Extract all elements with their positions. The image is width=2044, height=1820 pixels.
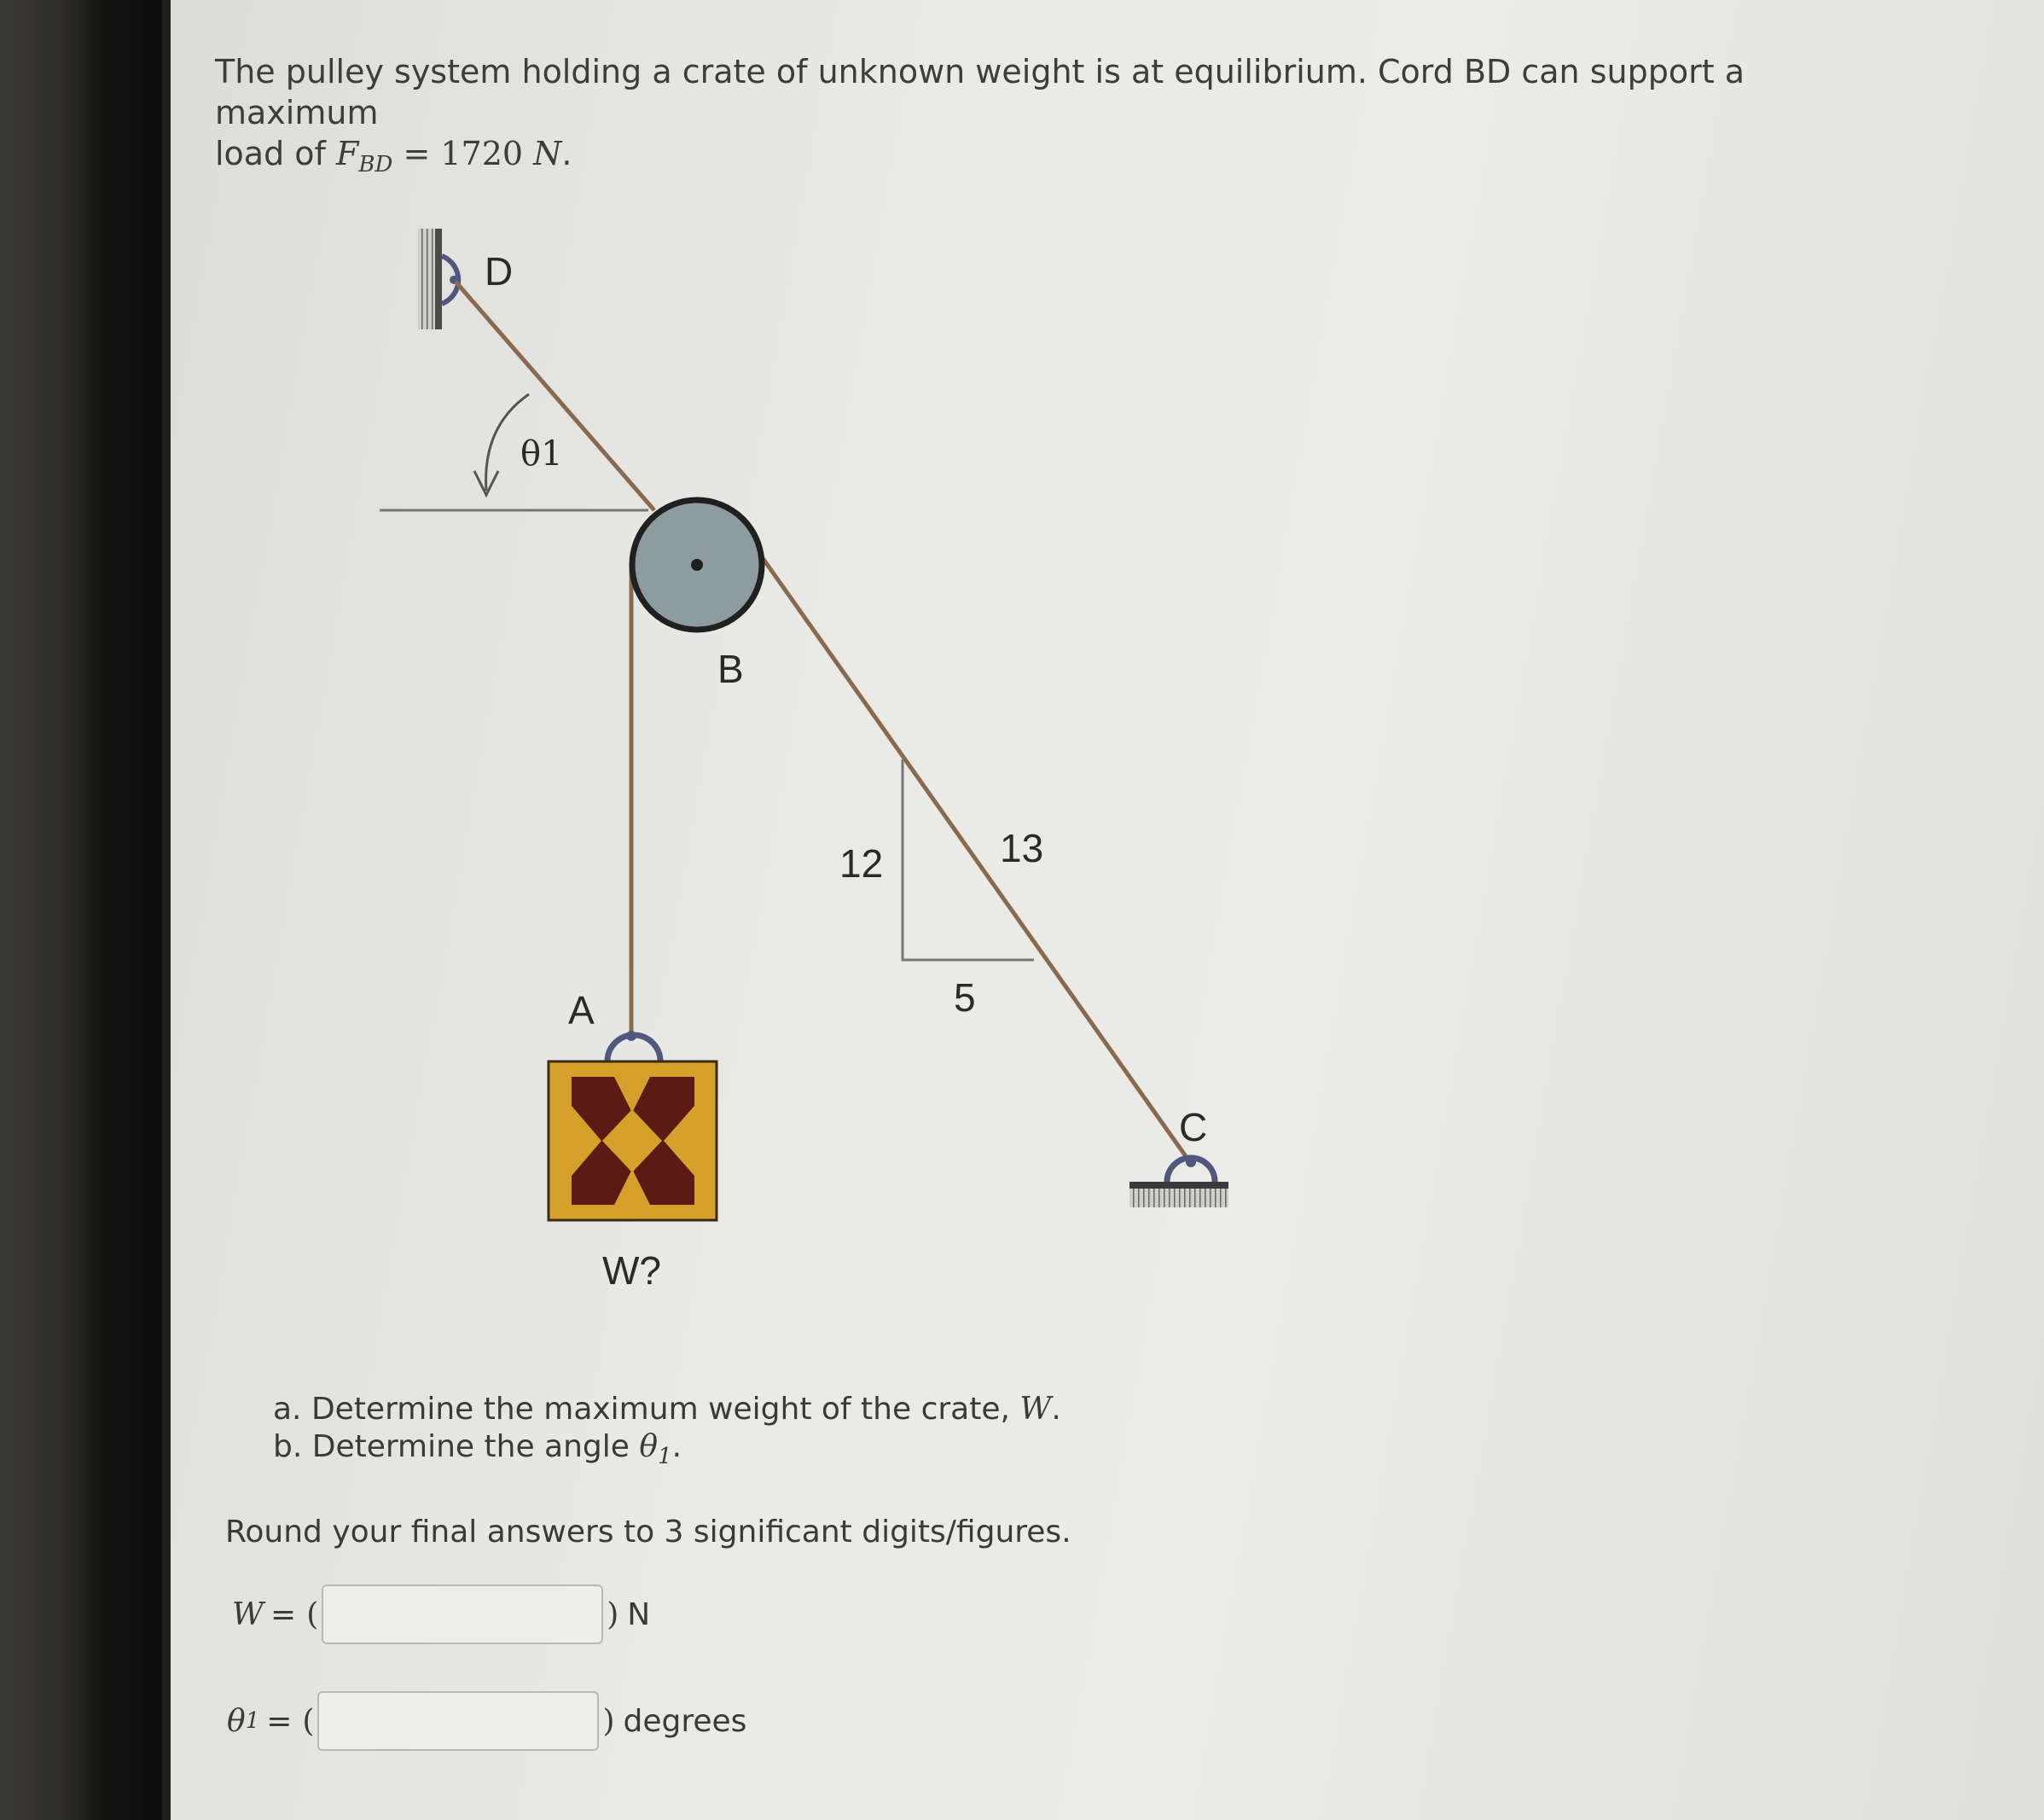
label-weight: W? xyxy=(602,1248,661,1293)
force-value: = 1720 xyxy=(403,135,524,172)
question-a xyxy=(273,1391,1061,1428)
label-a: A xyxy=(568,988,595,1032)
ground-hatch-c xyxy=(1129,1189,1228,1207)
rounding-instructions: Round your final answers to 3 significant digits/figures. xyxy=(225,1515,1071,1550)
w-open-paren: ( xyxy=(306,1596,319,1632)
answer-row-theta xyxy=(227,1691,746,1751)
label-c: C xyxy=(1179,1105,1208,1149)
crate xyxy=(549,1061,717,1220)
theta-open-paren: ( xyxy=(302,1703,315,1739)
question-b-end: . xyxy=(671,1429,682,1464)
wall-hatch-d xyxy=(418,229,437,329)
theta-unit: degrees xyxy=(623,1703,747,1739)
answer-row-w xyxy=(232,1585,650,1644)
label-slope-12: 12 xyxy=(839,841,884,886)
load-period: . xyxy=(561,135,572,172)
pin-c xyxy=(1186,1157,1196,1167)
ground-c xyxy=(1129,1182,1228,1189)
question-a-text: a. Determine the maximum weight of the crate, xyxy=(273,1392,1010,1427)
w-unit: N xyxy=(627,1596,651,1632)
pulley-axle xyxy=(691,559,703,571)
force-subscript: BD xyxy=(358,152,393,177)
w-close-paren: ) xyxy=(607,1596,619,1632)
label-slope-5: 5 xyxy=(954,975,976,1020)
angle-input[interactable] xyxy=(317,1691,599,1751)
problem-intro: The pulley system holding a crate of unknown weight is at equilibrium. Cord BD can support a maximum xyxy=(215,53,1745,131)
question-list xyxy=(273,1391,1061,1475)
question-a-end: . xyxy=(1051,1392,1061,1427)
label-theta: θ1 xyxy=(520,434,563,474)
question-b-symbol: θ xyxy=(639,1429,659,1464)
hook-pin xyxy=(626,1031,636,1041)
monitor-bezel xyxy=(0,0,162,1820)
theta-close-paren: ) xyxy=(602,1703,615,1739)
cord-bc xyxy=(754,546,1187,1159)
label-b: B xyxy=(717,647,744,691)
question-page xyxy=(171,0,2044,1820)
question-b-text: b. Determine the angle xyxy=(273,1429,630,1464)
force-unit: N xyxy=(533,135,562,172)
wall-d xyxy=(435,229,442,329)
weight-input[interactable] xyxy=(322,1585,603,1644)
label-slope-13: 13 xyxy=(1000,826,1044,870)
load-prefix: load of xyxy=(215,135,326,172)
question-a-symbol: W xyxy=(1019,1392,1052,1427)
theta-label: θ xyxy=(227,1703,246,1739)
force-symbol: F xyxy=(336,135,359,172)
label-d: D xyxy=(485,249,514,294)
theta-equals: = xyxy=(266,1703,293,1739)
question-b xyxy=(273,1428,1061,1475)
w-equals: = xyxy=(270,1596,297,1632)
theta-subscript: 1 xyxy=(245,1708,260,1734)
w-label: W xyxy=(232,1596,264,1632)
question-b-subscript: 1 xyxy=(658,1444,672,1469)
